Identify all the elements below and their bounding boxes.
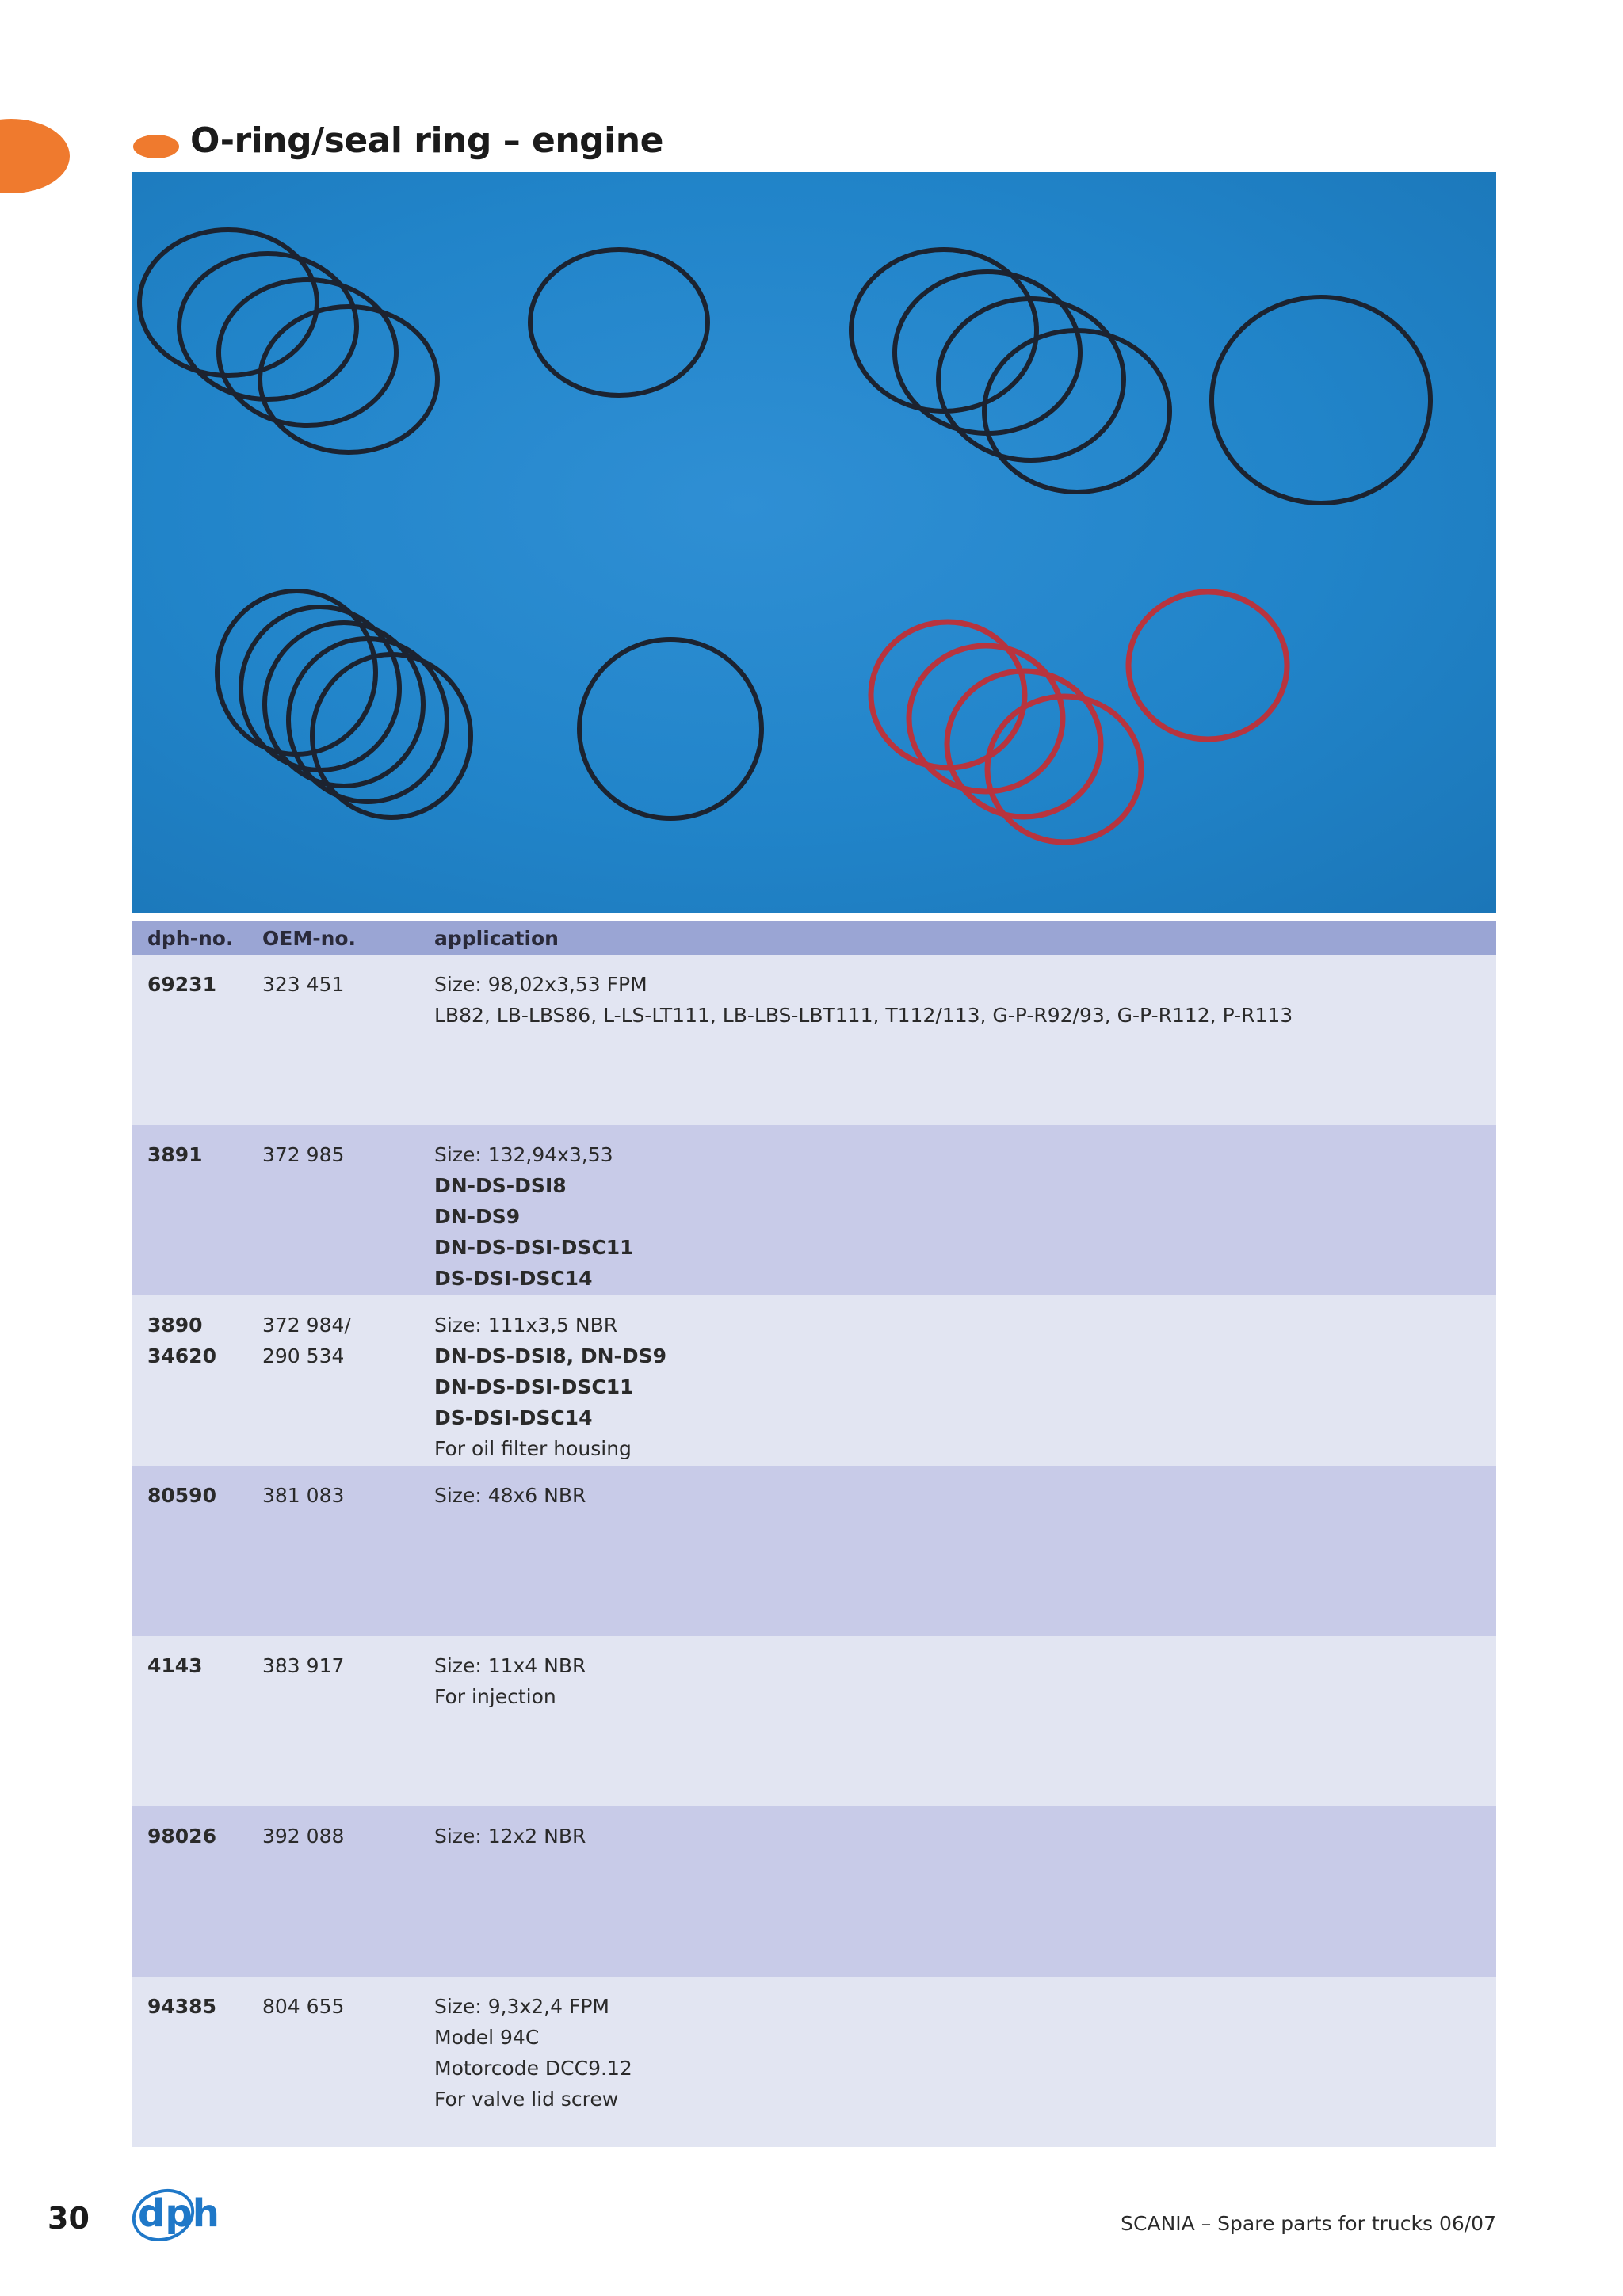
application-cell <box>434 1650 1480 1712</box>
application-cell <box>434 1310 1480 1464</box>
dph-number-cell-line: 3890 <box>147 1314 203 1337</box>
application-cell-line: For oil filter housing <box>434 1437 632 1460</box>
column-header-application: application <box>434 927 559 950</box>
table-header-row <box>132 921 1496 955</box>
application-cell-line: LB82, LB-LBS86, L-LS-LT111, LB-LBS-LBT111, T112/113, G-P-R92/93, G-P-R112, P-R113 <box>434 1004 1293 1027</box>
oem-number-cell-line: 323 451 <box>262 973 345 996</box>
oem-number-cell-line: 372 985 <box>262 1143 345 1166</box>
table-row <box>132 1125 1496 1295</box>
title-bullet-icon <box>133 135 179 158</box>
dph-number-cell <box>147 969 250 1000</box>
table-row <box>132 1466 1496 1636</box>
product-photo-o-rings <box>132 172 1496 913</box>
table-row <box>132 1806 1496 1977</box>
application-cell-line: Size: 9,3x2,4 FPM <box>434 1995 609 2018</box>
oem-number-cell-line: 290 534 <box>262 1344 345 1367</box>
page-number: 30 <box>48 2201 90 2236</box>
dph-logo-icon <box>127 2185 230 2241</box>
application-cell-line: For injection <box>434 1685 556 1708</box>
column-header-dph: dph-no. <box>147 927 234 950</box>
o-ring-black <box>530 250 708 395</box>
application-cell-line: DN-DS-DSI-DSC11 <box>434 1375 634 1398</box>
application-cell-line: DN-DS-DSI-DSC11 <box>434 1236 634 1259</box>
oem-number-cell <box>262 1480 421 1511</box>
application-cell-line: For valve lid screw <box>434 2088 619 2111</box>
application-cell-line: DS-DSI-DSC14 <box>434 1406 593 1429</box>
oem-number-cell <box>262 1650 421 1681</box>
application-cell-line: Motorcode DCC9.12 <box>434 2057 632 2080</box>
dph-number-cell-line: 98026 <box>147 1825 216 1848</box>
oem-number-cell-line: 392 088 <box>262 1825 345 1848</box>
dph-number-cell-line: 80590 <box>147 1484 216 1507</box>
dph-number-cell <box>147 1991 250 2022</box>
dph-number-cell <box>147 1480 250 1511</box>
o-ring-black <box>938 299 1124 460</box>
oem-number-cell <box>262 1310 421 1371</box>
dph-number-cell <box>147 1139 250 1170</box>
application-cell <box>434 1480 1480 1511</box>
application-cell-line: Size: 132,94x3,53 <box>434 1143 613 1166</box>
dph-number-cell-line: 69231 <box>147 973 216 996</box>
application-cell-line: DN-DS9 <box>434 1205 521 1228</box>
application-cell-line: DS-DSI-DSC14 <box>434 1267 593 1290</box>
o-ring-black <box>219 280 396 425</box>
oem-number-cell <box>262 1991 421 2022</box>
logo-text: dph <box>138 2191 220 2236</box>
application-cell <box>434 969 1480 1031</box>
table-row <box>132 1636 1496 1806</box>
o-ring-black <box>895 272 1080 433</box>
dph-logo <box>127 2185 230 2244</box>
dph-number-cell-line: 4143 <box>147 1654 203 1677</box>
dph-number-cell <box>147 1310 250 1371</box>
application-cell-line: Model 94C <box>434 2026 540 2049</box>
table-row <box>132 1977 1496 2147</box>
oem-number-cell <box>262 969 421 1000</box>
oem-number-cell <box>262 1821 421 1852</box>
application-cell-line: DN-DS-DSI8, DN-DS9 <box>434 1344 667 1367</box>
parts-table <box>132 921 1496 2147</box>
application-cell <box>434 1991 1480 2115</box>
o-ring-black <box>984 330 1170 492</box>
oem-number-cell-line: 804 655 <box>262 1995 345 2018</box>
dph-number-cell <box>147 1650 250 1681</box>
application-cell-line: Size: 98,02x3,53 FPM <box>434 973 647 996</box>
dph-number-cell-line: 3891 <box>147 1143 203 1166</box>
dph-number-cell-line: 94385 <box>147 1995 216 2018</box>
o-ring-black <box>1212 297 1430 503</box>
table-body <box>132 955 1496 2147</box>
dph-number-cell <box>147 1821 250 1852</box>
oem-number-cell <box>262 1139 421 1170</box>
application-cell-line: DN-DS-DSI8 <box>434 1174 567 1197</box>
o-rings-illustration <box>132 172 1496 913</box>
application-cell-line: Size: 12x2 NBR <box>434 1825 586 1848</box>
table-row <box>132 1295 1496 1466</box>
oem-number-cell-line: 372 984/ <box>262 1314 351 1337</box>
column-header-oem: OEM-no. <box>262 927 357 950</box>
application-cell <box>434 1821 1480 1852</box>
application-cell <box>434 1139 1480 1294</box>
footer-caption: SCANIA – Spare parts for trucks 06/07 <box>1121 2212 1496 2235</box>
o-ring-red <box>1128 592 1287 739</box>
application-cell-line: Size: 11x4 NBR <box>434 1654 586 1677</box>
table-row <box>132 955 1496 1125</box>
o-ring-black <box>179 254 357 399</box>
chapter-tab-marker <box>0 119 70 193</box>
o-ring-black <box>260 307 437 452</box>
application-cell-line: Size: 111x3,5 NBR <box>434 1314 618 1337</box>
page-title: O-ring/seal ring – engine <box>190 120 663 161</box>
dph-number-cell-line: 34620 <box>147 1344 216 1367</box>
o-ring-black <box>579 639 762 818</box>
application-cell-line: Size: 48x6 NBR <box>434 1484 586 1507</box>
oem-number-cell-line: 381 083 <box>262 1484 345 1507</box>
oem-number-cell-line: 383 917 <box>262 1654 345 1677</box>
o-ring-black <box>139 230 317 376</box>
